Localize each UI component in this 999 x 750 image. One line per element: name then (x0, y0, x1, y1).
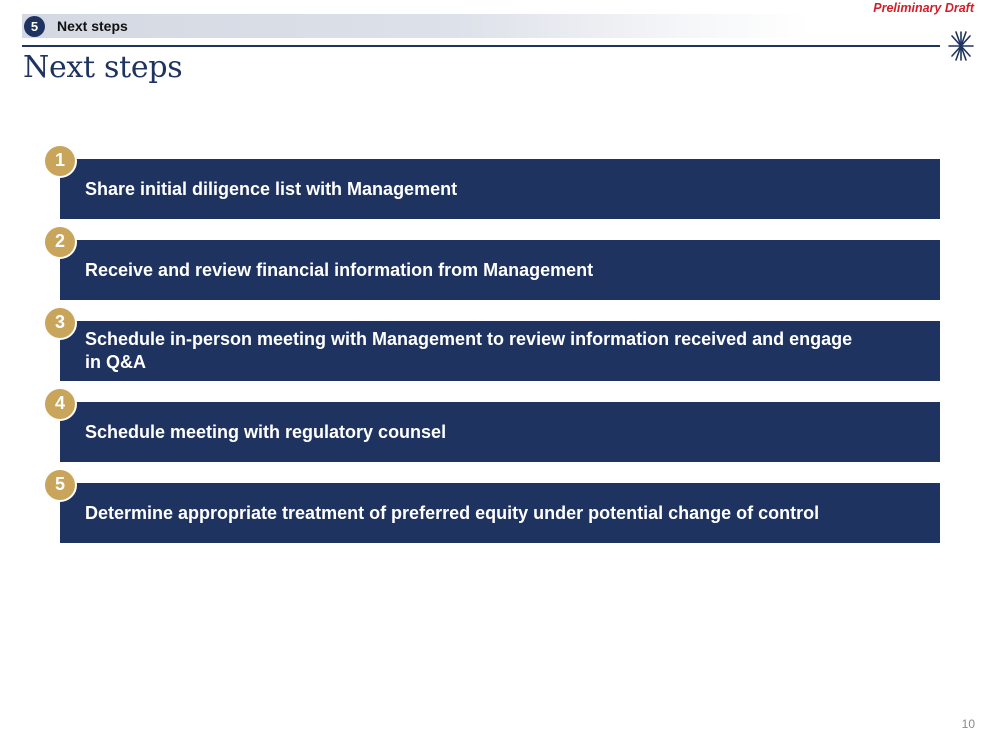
page-title: Next steps (23, 50, 183, 85)
step-number-badge: 4 (43, 387, 77, 421)
step-text: Receive and review financial information from Management (85, 259, 594, 280)
step-number-badge: 2 (43, 225, 77, 259)
step-text: Share initial diligence list with Management (85, 178, 458, 199)
step-number-badge: 1 (43, 144, 77, 178)
step-item (60, 240, 940, 300)
step-item (60, 321, 940, 381)
step-item (60, 402, 940, 462)
step-number-badge: 3 (43, 306, 77, 340)
step-item (60, 483, 940, 543)
draft-label: Preliminary Draft (873, 1, 974, 15)
step-number-badge: 5 (43, 468, 77, 502)
section-title: Next steps (57, 18, 128, 34)
section-number-badge: 5 (24, 16, 45, 37)
step-text: Schedule in-person meeting with Management to review information received and engage in Q&A (85, 329, 853, 372)
page-number: 10 (961, 717, 975, 731)
step-item (60, 159, 940, 219)
step-text: Determine appropriate treatment of preferred equity under potential change of control (85, 502, 820, 523)
step-text: Schedule meeting with regulatory counsel (85, 421, 447, 442)
